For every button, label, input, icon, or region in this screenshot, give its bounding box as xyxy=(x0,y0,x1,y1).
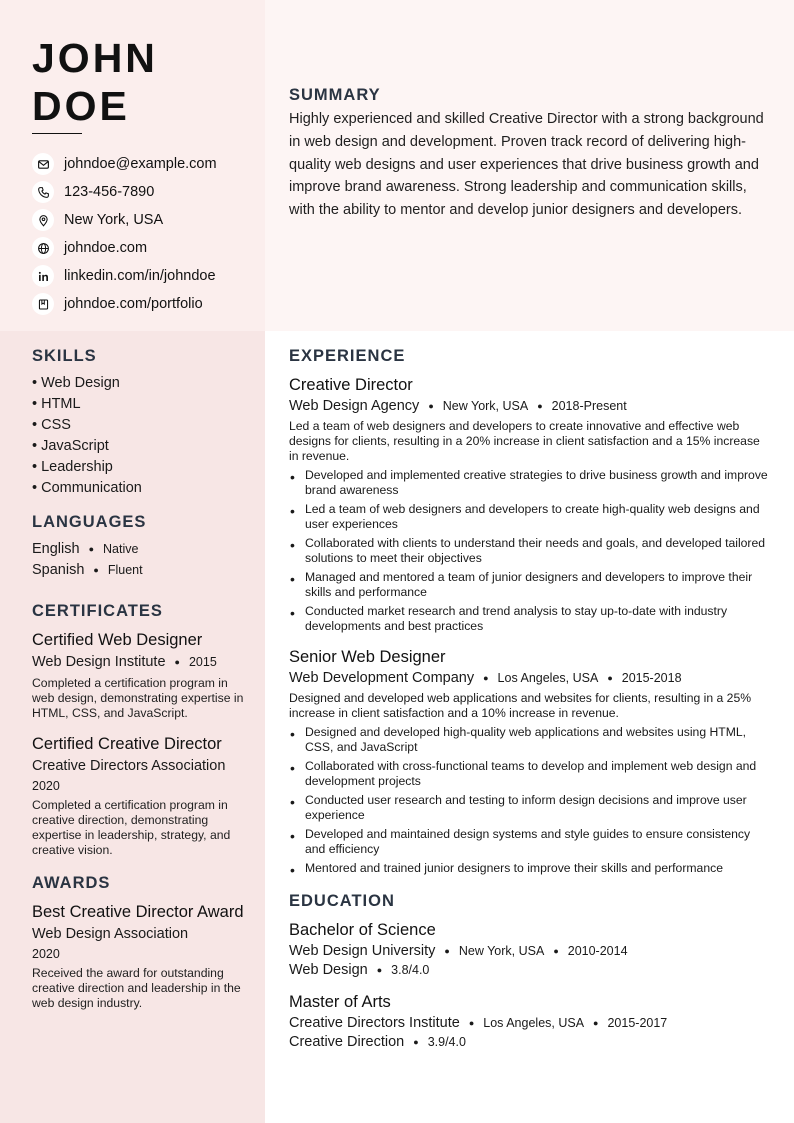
certificate-item xyxy=(32,734,247,858)
job-description: Led a team of web designers and developers to create innovative and effective web designs for clients, resulting in a 20% increase in client satisfaction and a 15% increase in revenue. xyxy=(289,419,760,463)
globe-icon xyxy=(32,237,54,259)
contact-phone[interactable] xyxy=(32,178,217,206)
job-bullet: • Collaborated with clients to understand their needs and goals, and developed tailored solutions to meet their objectives xyxy=(289,536,771,566)
location-icon xyxy=(32,209,54,231)
phone-icon xyxy=(32,181,54,203)
summary-section xyxy=(289,86,769,222)
separator-dot: ● xyxy=(93,565,99,575)
job-location: Los Angeles, USA xyxy=(497,671,599,685)
job-bullet: • Conducted user research and testing to inform design decisions and improve user experience xyxy=(289,793,771,823)
linkedin-icon xyxy=(32,265,54,287)
field-of-study: Creative Direction xyxy=(289,1034,405,1050)
certificate-title: Certified Web Designer xyxy=(32,631,203,649)
job-dates: 2018-Present xyxy=(551,399,627,413)
separator-dot: ● xyxy=(88,544,94,554)
skills-heading: SKILLS xyxy=(32,347,97,365)
experience-section xyxy=(289,347,771,876)
job-bullet: • Collaborated with cross-functional teams to develop and implement web design and development projects xyxy=(289,759,771,789)
awards-section xyxy=(32,874,247,1011)
summary-heading: SUMMARY xyxy=(289,86,381,104)
skill-item: • JavaScript xyxy=(32,438,109,454)
skill-item: • Web Design xyxy=(32,375,120,391)
job-title: Senior Web Designer xyxy=(289,648,446,666)
award-item xyxy=(32,902,247,1011)
education-field-row xyxy=(289,1034,771,1050)
job-dates: 2015-2018 xyxy=(621,671,682,685)
separator-dot: ● xyxy=(376,965,383,975)
language-item xyxy=(32,539,247,560)
job-meta xyxy=(289,398,771,414)
degree-title: Master of Arts xyxy=(289,993,391,1011)
school-name: Web Design University xyxy=(289,943,436,959)
separator-dot: ● xyxy=(537,401,543,411)
contact-email[interactable] xyxy=(32,150,217,178)
skill-item: • CSS xyxy=(32,417,71,433)
separator-dot: ● xyxy=(607,673,613,683)
languages-heading: LANGUAGES xyxy=(32,513,147,531)
certificates-section xyxy=(32,602,247,858)
certificate-org: Creative Directors Association xyxy=(32,758,226,774)
language-name: Spanish xyxy=(32,562,85,578)
experience-heading: EXPERIENCE xyxy=(289,347,406,365)
certificate-year: 2020 xyxy=(32,779,60,793)
contact-email-text: johndoe@example.com xyxy=(64,156,217,172)
job-bullet: • Managed and mentored a team of junior designers and developers to improve their skills and performance xyxy=(289,570,771,600)
job-bullet: • Developed and implemented creative strategies to drive business growth and improve brand awareness xyxy=(289,468,771,498)
contact-phone-text: 123-456-7890 xyxy=(64,184,155,200)
skill-item: • Leadership xyxy=(32,459,113,475)
education-section xyxy=(289,892,771,1050)
school-location: Los Angeles, USA xyxy=(483,1016,585,1030)
job-bullet: • Mentored and trained junior designers to improve their skills and performance xyxy=(289,861,771,876)
skill-item: • HTML xyxy=(32,396,81,412)
education-dates: 2015-2017 xyxy=(607,1016,668,1030)
contact-portfolio[interactable] xyxy=(32,290,217,318)
school-location: New York, USA xyxy=(458,944,545,958)
portfolio-icon xyxy=(32,293,54,315)
gpa: 3.8/4.0 xyxy=(391,963,430,977)
language-item xyxy=(32,560,247,581)
contact-location xyxy=(32,206,217,234)
education-meta xyxy=(289,943,771,959)
candidate-name xyxy=(32,34,158,130)
award-title: Best Creative Director Award xyxy=(32,903,244,921)
job-description: Designed and developed web applications and websites for clients, resulting in a 25% increase in client satisfaction and a 10% increase in revenue. xyxy=(289,691,752,720)
education-item xyxy=(289,992,771,1050)
mail-icon xyxy=(32,153,54,175)
gpa: 3.9/4.0 xyxy=(427,1035,466,1049)
certificates-heading: CERTIFICATES xyxy=(32,602,163,620)
separator-dot: ● xyxy=(444,946,450,956)
job-title: Creative Director xyxy=(289,376,413,394)
certificate-org: Web Design Institute xyxy=(32,654,166,670)
education-dates: 2010-2014 xyxy=(567,944,628,958)
separator-dot: ● xyxy=(428,401,434,411)
separator-dot: ● xyxy=(593,1018,599,1028)
award-description: Received the award for outstanding creative direction and leadership in the web design industry. xyxy=(32,966,241,1010)
education-heading: EDUCATION xyxy=(289,892,395,910)
job-company: Web Design Agency xyxy=(289,398,420,414)
certificate-year: 2015 xyxy=(188,655,217,669)
separator-dot: ● xyxy=(468,1018,475,1028)
first-name: JOHN xyxy=(32,35,158,81)
contact-list xyxy=(32,150,217,318)
job-location: New York, USA xyxy=(442,399,529,413)
job-company: Web Development Company xyxy=(289,670,475,686)
language-level: Fluent xyxy=(107,563,143,577)
job-bullet: • Developed and maintained design systems and style guides to ensure consistency and efficiency xyxy=(289,827,771,857)
separator-dot: ● xyxy=(553,946,559,956)
main-content xyxy=(289,347,771,1050)
separator-dot: ● xyxy=(174,657,180,667)
award-year: 2020 xyxy=(32,947,60,961)
last-name: DOE xyxy=(32,83,130,129)
contact-linkedin-text: linkedin.com/in/johndoe xyxy=(64,268,216,284)
degree-title: Bachelor of Science xyxy=(289,921,436,939)
education-field-row xyxy=(289,962,771,978)
summary-text: Highly experienced and skilled Creative Director with a strong background in web design and development. Proven track record of delivering high-quality web designs and user experiences that drive business growth and improve brand awareness. Strong leadership and communication skills, with the ability to mentor and develop junior designers and developers. xyxy=(289,111,764,219)
certificate-description: Completed a certification program in web design, demonstrating expertise in HTML, CSS, and JavaScript. xyxy=(32,676,244,720)
languages-section xyxy=(32,513,247,581)
contact-website-text: johndoe.com xyxy=(64,240,148,256)
language-name: English xyxy=(32,541,80,557)
separator-dot: ● xyxy=(413,1037,419,1047)
education-item xyxy=(289,920,771,978)
education-meta xyxy=(289,1015,771,1031)
school-name: Creative Directors Institute xyxy=(289,1015,460,1031)
job-item xyxy=(289,375,771,634)
job-bullets xyxy=(289,468,771,634)
job-meta xyxy=(289,670,771,686)
contact-portfolio-text: johndoe.com/portfolio xyxy=(64,296,203,312)
field-of-study: Web Design xyxy=(289,962,368,978)
award-org: Web Design Association xyxy=(32,926,189,942)
certificate-description: Completed a certification program in creative direction, demonstrating expertise in leadership, strategy, and creative vision. xyxy=(32,798,231,857)
job-bullet: • Conducted market research and trend analysis to stay up-to-date with industry developments and best practices xyxy=(289,604,771,634)
name-divider xyxy=(32,133,82,134)
contact-location-text: New York, USA xyxy=(64,212,164,228)
job-item xyxy=(289,647,771,876)
contact-website[interactable] xyxy=(32,234,217,262)
certificate-title: Certified Creative Director xyxy=(32,735,222,753)
sidebar-content xyxy=(32,347,247,1011)
certificate-item xyxy=(32,630,247,721)
separator-dot: ● xyxy=(483,673,489,683)
language-level: Native xyxy=(103,542,139,556)
certificate-meta xyxy=(32,654,247,671)
job-bullet: • Led a team of web designers and developers to create high-quality web designs and user experiences xyxy=(289,502,771,532)
awards-heading: AWARDS xyxy=(32,874,111,892)
skills-section xyxy=(32,347,247,499)
job-bullets xyxy=(289,725,771,876)
job-bullet: • Designed and developed high-quality web applications and websites using HTML, CSS, and JavaScript xyxy=(289,725,771,755)
skill-item: • Communication xyxy=(32,480,142,496)
contact-linkedin[interactable] xyxy=(32,262,217,290)
